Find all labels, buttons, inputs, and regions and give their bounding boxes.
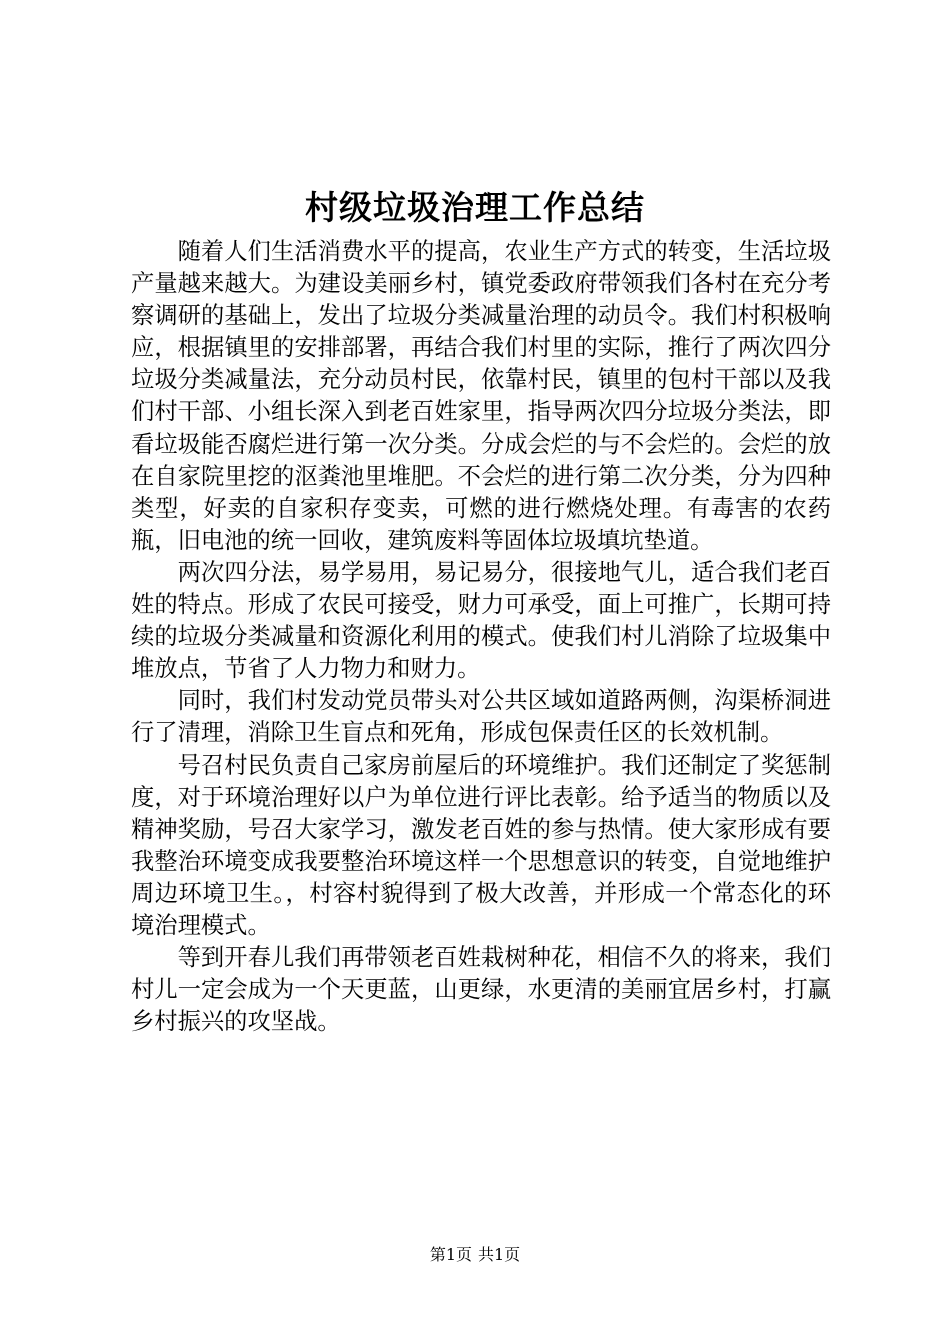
paragraph-2: 两次四分法，易学易用，易记易分，很接地气儿，适合我们老百姓的特点。形成了农民可接受，财力可承受，面上可推广，长期可持续的垃圾分类减量和资源化利用的模式。使我们村儿消除了垃圾集中堆放点，节省了人力物力和财力。 <box>131 558 831 683</box>
page-number: 第1页 <box>429 1245 472 1264</box>
document-body <box>131 236 831 1038</box>
page-footer <box>0 1244 950 1266</box>
paragraph-3: 同时，我们村发动党员带头对公共区域如道路两侧，沟渠桥洞进行了清理，消除卫生盲点和死角，形成包保责任区的长效机制。 <box>131 687 831 747</box>
page-total: 共1页 <box>478 1245 521 1264</box>
document-title: 村级垃圾治理工作总结 <box>305 188 645 227</box>
paragraph-5: 等到开春儿我们再带领老百姓栽树种花，相信不久的将来，我们村儿一定会成为一个天更蓝，山更绿，水更清的美丽宜居乡村，打赢乡村振兴的攻坚战。 <box>131 944 831 1036</box>
paragraph-1: 随着人们生活消费水平的提高，农业生产方式的转变，生活垃圾产量越来越大。为建设美丽乡村，镇党委政府带领我们各村在充分考察调研的基础上，发出了垃圾分类减量治理的动员令。我们村积极响应，根据镇里的安排部署，再结合我们村里的实际，推行了两次四分垃圾分类减量法，充分动员村民，依靠村民，镇里的包村干部以及我们村干部、小组长深入到老百姓家里，指导两次四分垃圾分类法，即看垃圾能否腐烂进行第一次分类。分成会烂的与不会烂的。会烂的放在自家院里挖的沤粪池里堆肥。不会烂的进行第二次分类，分为四种类型，好卖的自家积存变卖，可燃的进行燃烧处理。有毒害的农药瓶，旧电池的统一回收，建筑废料等固体垃圾填坑垫道。 <box>131 238 831 554</box>
paragraph-4: 号召村民负责自己家房前屋后的环境维护。我们还制定了奖惩制度，对于环境治理好以户为单位进行评比表彰。给予适当的物质以及精神奖励，号召大家学习，激发老百姓的参与热情。使大家形成有要我整治环境变成我要整治环境这样一个思想意识的转变，自觉地维护周边环境卫生。，村容村貌得到了极大改善，并形成一个常态化的环境治理模式。 <box>131 751 831 939</box>
